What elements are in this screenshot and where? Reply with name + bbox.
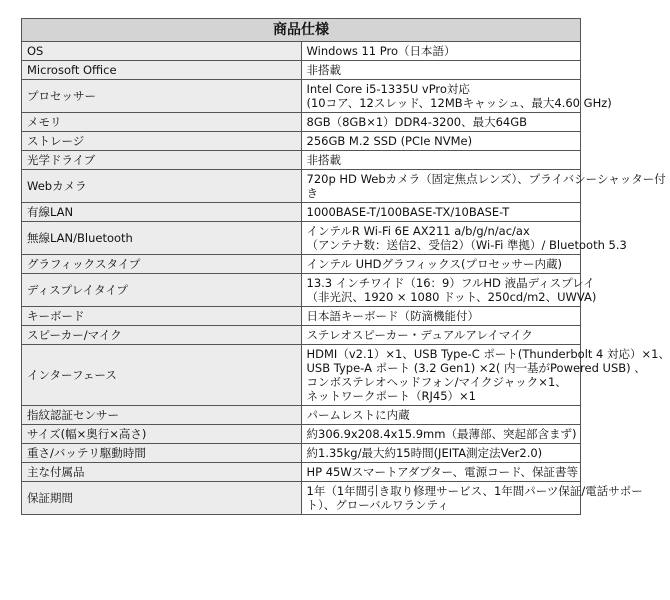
spec-value-line: Windows 11 Pro（日本語）: [306, 44, 456, 58]
spec-row: [22, 444, 581, 463]
spec-body: [22, 42, 670, 515]
spec-row: [22, 255, 581, 274]
spec-row: [22, 42, 581, 61]
spec-value-line: Intel Core i5-1335U vPro対応: [306, 82, 470, 96]
spec-value: [301, 113, 581, 132]
spec-value-line: ネットワークポート（RJ45）×1: [306, 389, 476, 403]
spec-value: [301, 132, 581, 151]
spec-label: 光学ドライブ: [22, 151, 302, 170]
spec-row: [22, 132, 581, 151]
spec-value: [301, 61, 581, 80]
spec-value-line: 1000BASE-T/100BASE-TX/10BASE-T: [306, 205, 510, 219]
spec-label: ディスプレイタイプ: [22, 274, 302, 307]
spec-row: [22, 482, 581, 515]
spec-row: [22, 203, 581, 222]
spec-label: 主な付属品: [22, 463, 302, 482]
spec-label: キーボード: [22, 307, 302, 326]
spec-row: [22, 274, 581, 307]
spec-value-line: インテルR Wi-Fi 6E AX211 a/b/g/n/ac/ax: [306, 224, 530, 238]
spec-value-line: (10コア、12スレッド、12MBキャッシュ、最大4.60 GHz): [306, 96, 612, 110]
spec-label: Webカメラ: [22, 170, 302, 203]
spec-label: 無線LAN/Bluetooth: [22, 222, 302, 255]
spec-value-line: 720p HD Webカメラ（固定焦点レンズ）、プライバシーシャッター付: [306, 172, 666, 186]
spec-value-line: HP 45Wスマートアダプター、電源コード、保証書等: [306, 465, 579, 479]
spec-label: インターフェース: [22, 345, 302, 406]
spec-value: [301, 326, 581, 345]
spec-label: OS: [22, 42, 302, 61]
spec-label: メモリ: [22, 113, 302, 132]
spec-row: [22, 113, 581, 132]
spec-row: [22, 61, 581, 80]
spec-row: [22, 170, 581, 203]
spec-row: [22, 425, 581, 444]
spec-row: [22, 222, 581, 255]
spec-row: [22, 307, 581, 326]
spec-value-line: コンボステレオヘッドフォン/マイクジャック×1、: [306, 375, 567, 389]
spec-value-line: USB Type-A ポート (3.2 Gen1) ×2( 内一基がPowered USB) 、: [306, 361, 646, 375]
spec-value: [301, 307, 581, 326]
spec-value-line: パームレストに内蔵: [306, 408, 410, 422]
spec-label: 有線LAN: [22, 203, 302, 222]
spec-row: [22, 326, 581, 345]
spec-value-line: 日本語キーボード（防滴機能付）: [306, 309, 479, 323]
spec-value-line: 約306.9x208.4x15.9mm（最薄部、突起部含まず): [306, 427, 577, 441]
spec-value-line: HDMI（v2.1）×1、USB Type-C ポート(Thunderbolt 4 対応）×1、: [306, 347, 670, 361]
spec-label: 重さ/バッテリ駆動時間: [22, 444, 302, 463]
spec-value: [301, 274, 597, 307]
spec-row: [22, 80, 581, 113]
spec-label: プロセッサー: [22, 80, 302, 113]
spec-value-line: 256GB M.2 SSD (PCIe NVMe): [306, 134, 473, 148]
spec-label: Microsoft Office: [22, 61, 302, 80]
spec-row: [22, 406, 581, 425]
spec-value-line: ステレオスピーカー・デュアルアレイマイク: [306, 328, 533, 342]
spec-value: [301, 444, 581, 463]
spec-value-line: （非光沢、1920 × 1080 ドット、250cd/m2、UWVA): [306, 290, 597, 304]
spec-label: ストレージ: [22, 132, 302, 151]
spec-row: [22, 463, 581, 482]
spec-value-line: 非搭載: [306, 153, 341, 167]
spec-value-line: ト）、グローバルワランティ: [306, 498, 449, 512]
spec-label: グラフィックスタイプ: [22, 255, 302, 274]
spec-value: [301, 203, 581, 222]
spec-value: [301, 463, 581, 482]
spec-value: [301, 425, 581, 444]
spec-label: 保証期間: [22, 482, 302, 515]
spec-title: 商品仕様: [22, 19, 581, 42]
spec-label: サイズ(幅×奥行×高さ): [22, 425, 302, 444]
spec-value: [301, 345, 670, 406]
spec-value-line: き: [306, 186, 318, 200]
spec-label: スピーカー/マイク: [22, 326, 302, 345]
spec-value-line: （アンテナ数：送信2、受信2）（Wi-Fi 準拠）/ Bluetooth 5.3: [306, 238, 627, 252]
spec-value-line: 1年（1年間引き取り修理サービス、1年間パーツ保証/電話サポー: [306, 484, 643, 498]
spec-value-line: 13.3 インチワイド（16：9）フルHD 液晶ディスプレイ: [306, 276, 595, 290]
spec-row: [22, 151, 581, 170]
spec-table: [21, 18, 670, 515]
spec-value-line: 約1.35kg/最大約15時間(JEITA測定法Ver2.0): [306, 446, 543, 460]
spec-value: [301, 482, 643, 515]
spec-value: [301, 222, 627, 255]
spec-value-line: 8GB（8GB×1）DDR4-3200、最大64GB: [306, 115, 528, 129]
spec-value-line: インテル UHDグラフィックス(プロセッサー内蔵): [306, 257, 562, 271]
spec-value: [301, 406, 581, 425]
spec-value-line: 非搭載: [306, 63, 341, 77]
spec-value: [301, 80, 612, 113]
spec-header-row: [22, 19, 581, 42]
spec-row: [22, 345, 581, 406]
spec-value: [301, 170, 666, 203]
spec-label: 指紋認証センサー: [22, 406, 302, 425]
spec-value: [301, 255, 581, 274]
spec-value: [301, 151, 581, 170]
spec-value: [301, 42, 581, 61]
